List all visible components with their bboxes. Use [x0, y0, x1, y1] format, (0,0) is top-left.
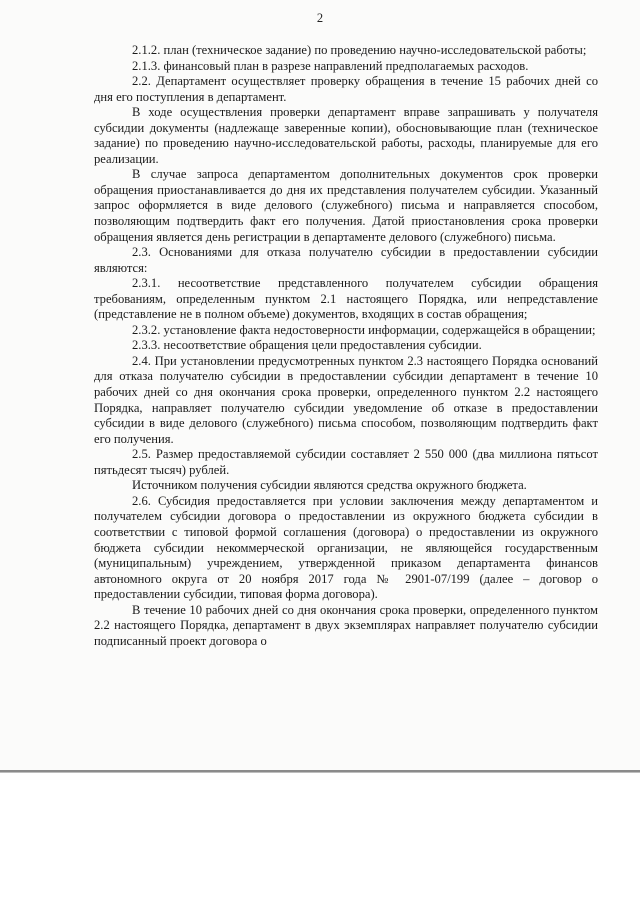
paragraph-2-1-2: 2.1.2. план (техническое задание) по проведению научно-исследовательской работы; [132, 43, 587, 57]
paragraph-contract-dispatch: В течение 10 рабочих дней со дня окончания срока проверки, определенного пунктом 2.2 настоящего Порядка, департамент в двух экземплярах направляет получателю субсидии подписанный проект договора о [94, 602, 598, 648]
page-number: 2 [316, 11, 324, 25]
paragraph-2-6: 2.6. Субсидия предоставляется при условии заключения между департаментом и получателем субсидии договора о предоставлении из окружного бюджета субсидии в соответствии с типовой формой соглашения (договора) о предоставлении из окружного бюджета субсидии некоммерческой организации, не являющейся государственным (муниципальным) учреждением, утвержденной приказом департамента финансов автономного округа от 20 ноября 2017 года № 2901-07/199 (далее – договор о предоставлении субсидии, типовая форма договора). [94, 493, 598, 602]
paragraph-2-4: 2.4. При установлении предусмотренных пунктом 2.3 настоящего Порядка оснований для отказа получателю субсидии в предоставлении субсидии департамент в течение 10 рабочих дней со дня окончания срока проверки, определенного пунктом 2.2 настоящего Порядка, направляет получателю субсидии уведомление об отказе в предоставлении субсидии в виде делового (служебного) письма способом, позволяющим подтвердить факт его получения. [94, 353, 598, 446]
paragraph-2-2: 2.2. Департамент осуществляет проверку обращения в течение 15 рабочих дней со дня его поступления в департамент. [94, 74, 598, 104]
paragraph-2-3-3: 2.3.3. несоответствие обращения цели предоставления субсидии. [132, 338, 482, 353]
paragraph-2-3: 2.3. Основаниями для отказа получателю субсидии в предоставлении субсидии являются: [94, 245, 598, 275]
paragraph-2-3-2: 2.3.2. установление факта недостоверности информации, содержащейся в обращении; [132, 322, 596, 337]
paragraph-funding-source: Источником получения субсидии являются средства окружного бюджета. [132, 478, 527, 493]
paragraph-check-request: В ходе осуществления проверки департамент вправе запрашивать у получателя субсидии документы (надлежаще заверенные копии), обосновывающие план (техническое задание) по проведению научно-исследовательской работы, расходы, планируемые для его реализации. [94, 105, 598, 166]
paragraph-2-3-1: 2.3.1. несоответствие представленного получателем субсидии обращения требованиям, определенным пунктом 2.1 настоящего Порядка, или непредставление (представление не в полном объеме) документов, входящих в состав обращения; [94, 276, 598, 322]
paragraph-suspension: В случае запроса департаментом дополнительных документов срок проверки обращения приостанавливается до дня их представления получателем субсидии. Указанный запрос оформляется в виде делового (служебного) письма и направляется способом, позволяющим подтвердить факт его получения. Датой приостановления срока проверки обращения является день регистрации в департаменте делового (служебного) письма. [94, 167, 598, 244]
paragraph-2-1-3: 2.1.3. финансовый план в разрезе направлений предполагаемых расходов. [132, 58, 529, 73]
paragraph-2-5: 2.5. Размер предоставляемой субсидии составляет 2 550 000 (два миллиона пятьсот пятьдесят тысяч) рублей. [94, 447, 598, 477]
document-body [94, 43, 598, 649]
